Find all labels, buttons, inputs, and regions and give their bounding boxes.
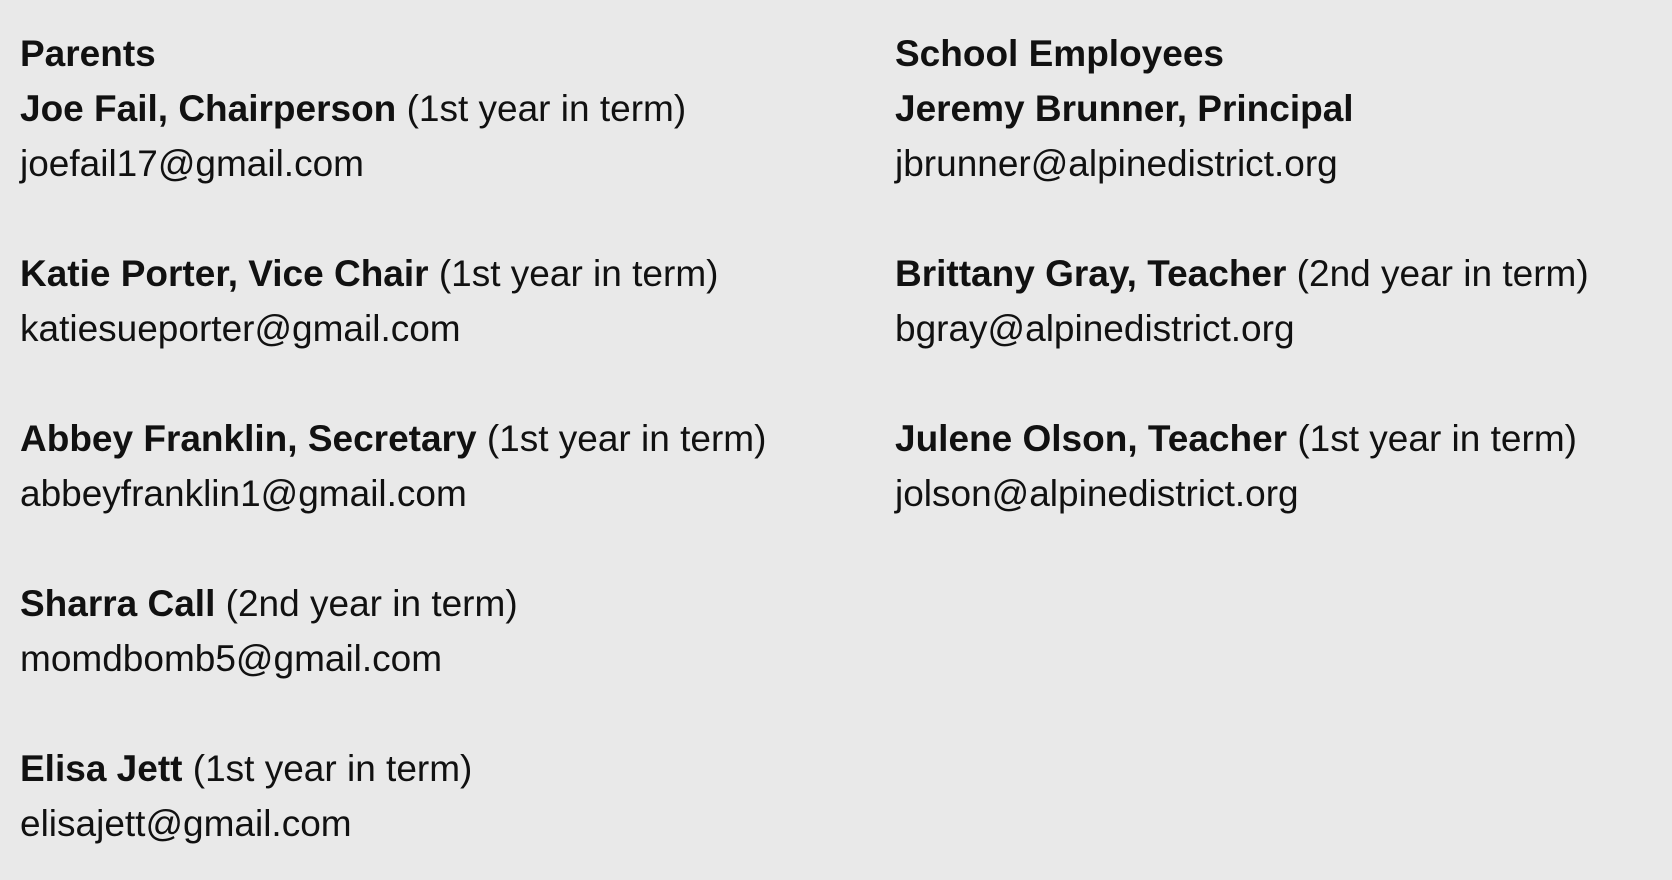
- member-term: (1st year in term): [406, 88, 687, 129]
- parent-entry-3: [20, 411, 895, 521]
- member-name: Elisa Jett: [20, 748, 183, 789]
- employee-entry-2: [895, 246, 1665, 356]
- member-name: Abbey Franklin, Secretary: [20, 418, 477, 459]
- member-name: Jeremy Brunner, Principal: [895, 88, 1354, 129]
- member-email: momdbomb5@gmail.com: [20, 638, 443, 679]
- member-name: Julene Olson, Teacher: [895, 418, 1288, 459]
- employees-heading: School Employees: [895, 33, 1224, 74]
- employee-entry-3: [895, 411, 1665, 521]
- employees-column: [895, 26, 1665, 880]
- member-term: (1st year in term): [192, 748, 473, 789]
- member-term: (1st year in term): [438, 253, 719, 294]
- parent-entry-2: [20, 246, 895, 356]
- member-email: katiesueporter@gmail.com: [20, 308, 461, 349]
- member-email: joefail17@gmail.com: [20, 143, 364, 184]
- member-name: Brittany Gray, Teacher: [895, 253, 1287, 294]
- member-email: jolson@alpinedistrict.org: [895, 473, 1299, 514]
- member-name: Katie Porter, Vice Chair: [20, 253, 429, 294]
- member-term: (1st year in term): [1297, 418, 1577, 459]
- parents-heading: Parents: [20, 33, 156, 74]
- member-term: (2nd year in term): [225, 583, 518, 624]
- member-email: elisajett@gmail.com: [20, 803, 352, 844]
- member-email: abbeyfranklin1@gmail.com: [20, 473, 467, 514]
- member-name: Sharra Call: [20, 583, 216, 624]
- member-email: bgray@alpinedistrict.org: [895, 308, 1295, 349]
- member-term: (1st year in term): [486, 418, 767, 459]
- parents-column: [20, 26, 895, 880]
- member-email: jbrunner@alpinedistrict.org: [895, 143, 1338, 184]
- parent-entry-4: [20, 576, 895, 686]
- member-name: Joe Fail, Chairperson: [20, 88, 397, 129]
- member-term: (2nd year in term): [1296, 253, 1589, 294]
- employee-entry-1: [895, 81, 1665, 191]
- parent-entry-1: [20, 81, 895, 191]
- parent-entry-5: [20, 741, 895, 851]
